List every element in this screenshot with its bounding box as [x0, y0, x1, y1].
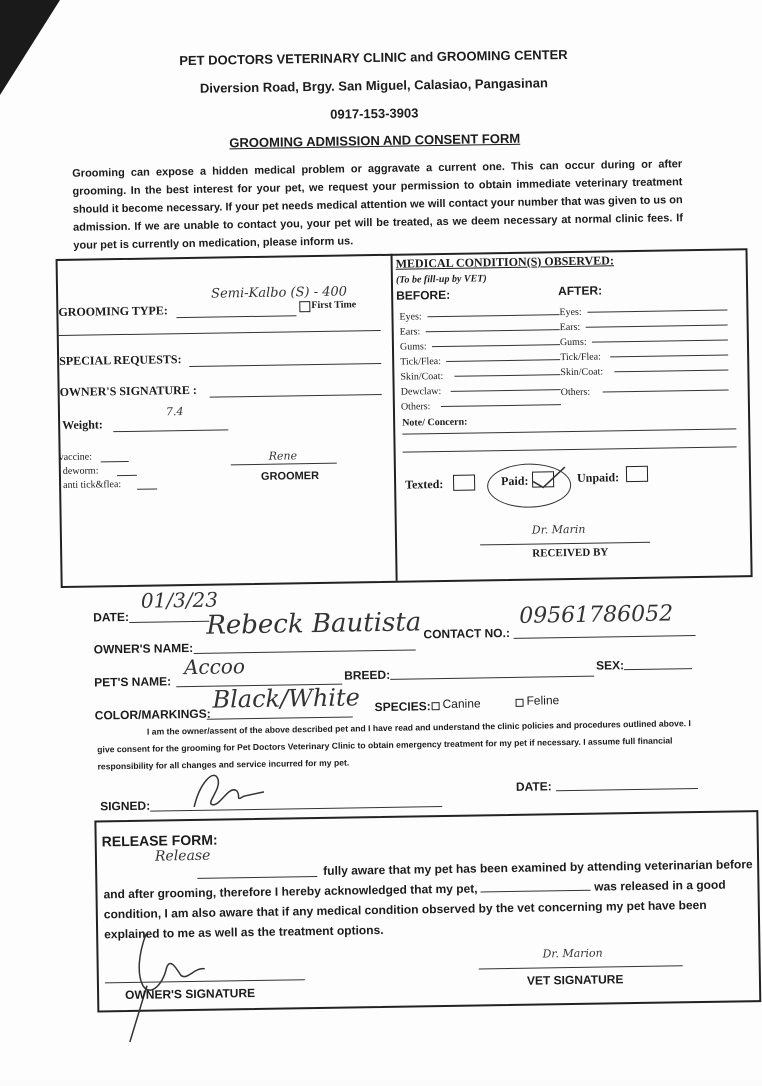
feline-checkbox[interactable] [516, 699, 524, 707]
color-markings-value[interactable]: Black/White [212, 683, 361, 714]
grooming-type-label: GROOMING TYPE: [58, 303, 168, 320]
vet-signature-value[interactable]: Dr. Marion [542, 946, 603, 961]
signed-date-label: DATE: [515, 779, 552, 794]
breed-label: BREED: [344, 667, 391, 683]
after-item-ears[interactable]: Ears: [560, 314, 730, 332]
owner-signature-scribble [183, 762, 274, 813]
signed-label: SIGNED: [100, 798, 151, 814]
release-handwritten[interactable]: Release [154, 847, 211, 865]
after-item-gums[interactable]: Gums: [560, 329, 730, 347]
consent-text: I am the owner/assent of the above described pet and I have read and understand the clinic policies and procedures outlined above. I give consent for the grooming for Pet Doctors Veterinary Clinic to obtain emergency treatment for my pet if necessary. I assume full financial responsibility for all changes and service incurred for my pet. [97, 718, 691, 772]
canine-label: Canine [442, 696, 481, 712]
after-item-skin[interactable]: Skin/Coat: [560, 359, 730, 377]
sex-label: SEX: [595, 658, 625, 673]
before-item-eyes[interactable]: Eyes: [399, 304, 561, 322]
clinic-name: PET DOCTORS VETERINARY CLINIC and GROOMING CENTER [179, 46, 568, 69]
received-by-label: RECEIVED BY [532, 546, 609, 560]
contact-label: CONTACT NO.: [423, 625, 511, 642]
after-item-others[interactable]: Others: [561, 379, 731, 397]
note-label: Note/ Concern: [402, 416, 468, 429]
before-item-gums[interactable]: Gums: [400, 334, 562, 352]
signed-date-line[interactable] [556, 788, 698, 791]
texted-checkbox[interactable] [453, 475, 475, 491]
owner-signature-label: OWNER'S SIGNATURE : [59, 382, 197, 400]
before-item-others[interactable]: Others: [401, 394, 563, 412]
canine-checkbox[interactable] [432, 702, 440, 710]
after-item-eyes[interactable]: Eyes: [559, 299, 729, 317]
texted-label: Texted: [405, 476, 444, 492]
clinic-phone: 0917-153-3903 [330, 105, 419, 122]
grooming-type-value[interactable]: Semi-Kalbo (S) - 400 [210, 284, 348, 302]
breed-line[interactable] [390, 676, 594, 680]
pet-name-label: PET'S NAME: [94, 674, 172, 690]
before-list [399, 304, 563, 412]
before-item-ears[interactable]: Ears: [400, 319, 562, 337]
release-text-part1: fully aware that my pet has been examined by attending veterinarian before and after grooming, therefore I hereby acknowledged that my pet, [103, 857, 753, 902]
pet-name-blank[interactable] [481, 880, 591, 893]
after-label: AFTER: [558, 283, 603, 299]
release-title: RELEASE FORM: [101, 831, 218, 850]
before-label: BEFORE: [396, 287, 451, 303]
clinic-address: Diversion Road, Brgy. San Miguel, Calasiao, Pangasinan [199, 75, 548, 96]
after-item-tick[interactable]: Tick/Flea: [560, 344, 730, 362]
weight-value[interactable]: 7.4 [165, 405, 184, 419]
sex-line[interactable] [624, 668, 692, 670]
date-label: DATE: [93, 609, 130, 625]
first-time-label: First Time [311, 299, 357, 312]
anti-tick-label: anti tick&flea: [63, 479, 122, 491]
owner-name-value[interactable]: Rebeck Bautista [206, 607, 422, 641]
contact-value[interactable]: 09561786052 [519, 601, 674, 629]
pet-name-value[interactable]: Accoo [183, 654, 246, 680]
before-item-tick[interactable]: Tick/Flea: [400, 349, 562, 367]
groomer-label: GROOMER [260, 469, 320, 483]
after-list [559, 299, 731, 407]
received-signature[interactable]: Dr. Marin [531, 522, 586, 537]
before-item-skin[interactable]: Skin/Coat: [400, 364, 562, 382]
deworm-label: deworm: [62, 465, 99, 477]
paid-label: Paid: [500, 473, 529, 489]
date-value[interactable]: 01/3/23 [140, 587, 219, 613]
unpaid-checkbox[interactable] [626, 466, 648, 482]
release-owner-signature-label: OWNER'S SIGNATURE [125, 986, 256, 1003]
first-time-checkbox[interactable] [299, 301, 310, 312]
release-text-part2: was released in a good condition, I am also aware that if any medical condition observed by the vet concerning my pet have been explained to me as well as the treatment options. [103, 877, 726, 942]
groomer-value[interactable]: Rene [268, 449, 298, 463]
feline-label: Feline [526, 693, 560, 708]
vet-signature-label: VET SIGNATURE [526, 972, 624, 988]
paid-check-mark [529, 463, 569, 494]
weight-label: Weight: [62, 417, 103, 432]
intro-paragraph: Grooming can expose a hidden medical problem or aggravate a current one. This can occur during or after grooming. In the best interest for your pet, we request your permission to obtain immediate veterinary treatment should it become necessary. If your pet needs medical attention we will contact your number that was given to us on admission. If we are unable to contact you, your pet will be treated, as we deem necessary at normal clinic fees. If your pet is currently on medication, please inform us. [72, 158, 684, 252]
vaccine-label: vaccine: [58, 451, 93, 464]
special-requests-label: SPECIAL REQUESTS: [59, 352, 182, 369]
unpaid-label: Unpaid: [576, 470, 620, 485]
before-item-dewclaw[interactable]: Dewclaw: [401, 379, 563, 397]
medical-title: MEDICAL CONDITION(S) OBSERVED: [395, 253, 615, 271]
color-markings-label: COLOR/MARKINGS: [94, 706, 211, 723]
form-title: GROOMING ADMISSION AND CONSENT FORM [229, 130, 521, 151]
medical-subtitle: (To be fill-up by VET) [395, 273, 487, 286]
species-label: SPECIES: [374, 699, 431, 715]
owner-name-label: OWNER'S NAME: [93, 640, 194, 657]
